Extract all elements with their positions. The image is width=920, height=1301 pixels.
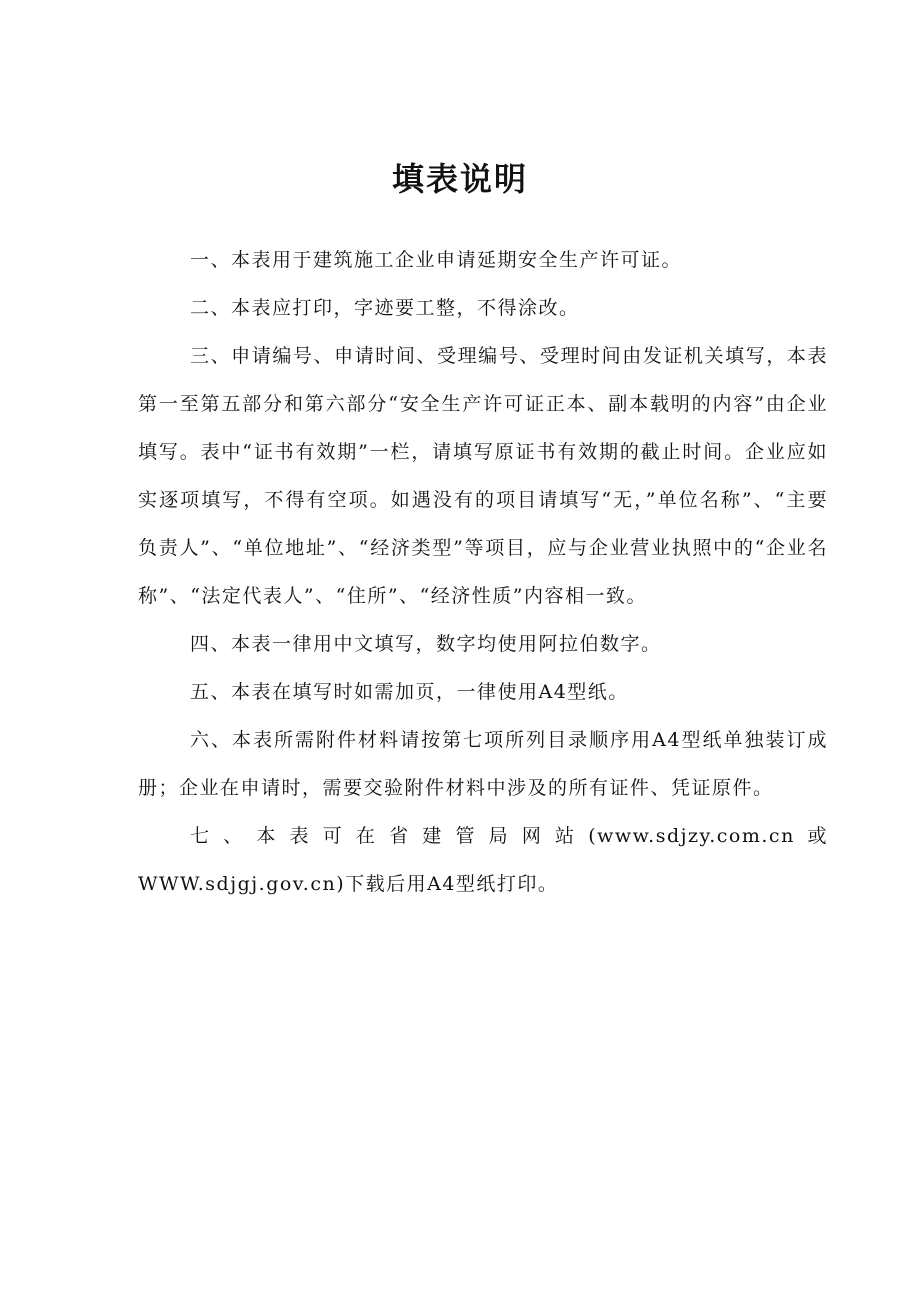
instruction-paragraph-6: 六、本表所需附件材料请按第七项所列目录顺序用A4型纸单独装订成册；企业在申请时，需要交验附件材料中涉及的所有证件、凭证原件。 bbox=[138, 729, 828, 799]
instruction-paragraph-2: 二、本表应打印，字迹要工整，不得涂改。 bbox=[190, 297, 580, 319]
instruction-paragraph-3: 三、申请编号、申请时间、受理编号、受理时间由发证机关填写，本表第一至第五部分和第六部分“安全生产许可证正本、副本载明的内容”由企业填写。表中“证书有效期”一栏，请填写原证书有效期的截止时间。企业应如实逐项填写，不得有空项。如遇没有的项目请填写“无，”单位名称”、“主要负责人”、“单位地址”、“经济类型”等项目，应与企业营业执照中的“企业名称”、“法定代表人”、“住所”、“经济性质”内容相一致。 bbox=[138, 345, 828, 607]
instruction-paragraph-5: 五、本表在填写时如需加页，一律使用A4型纸。 bbox=[190, 681, 629, 703]
instruction-paragraph-7: 七、本表可在省建管局网站(www.sdjzy.com.cn或WWW.sdjgj.gov.cn)下载后用A4型纸打印。 bbox=[138, 825, 828, 895]
instruction-paragraph-1: 一、本表用于建筑施工企业申请延期安全生产许可证。 bbox=[190, 249, 683, 271]
page-title: 填表说明 bbox=[391, 160, 528, 198]
instructions-body bbox=[138, 236, 828, 908]
instruction-paragraph-4: 四、本表一律用中文填写，数字均使用阿拉伯数字。 bbox=[190, 633, 662, 655]
